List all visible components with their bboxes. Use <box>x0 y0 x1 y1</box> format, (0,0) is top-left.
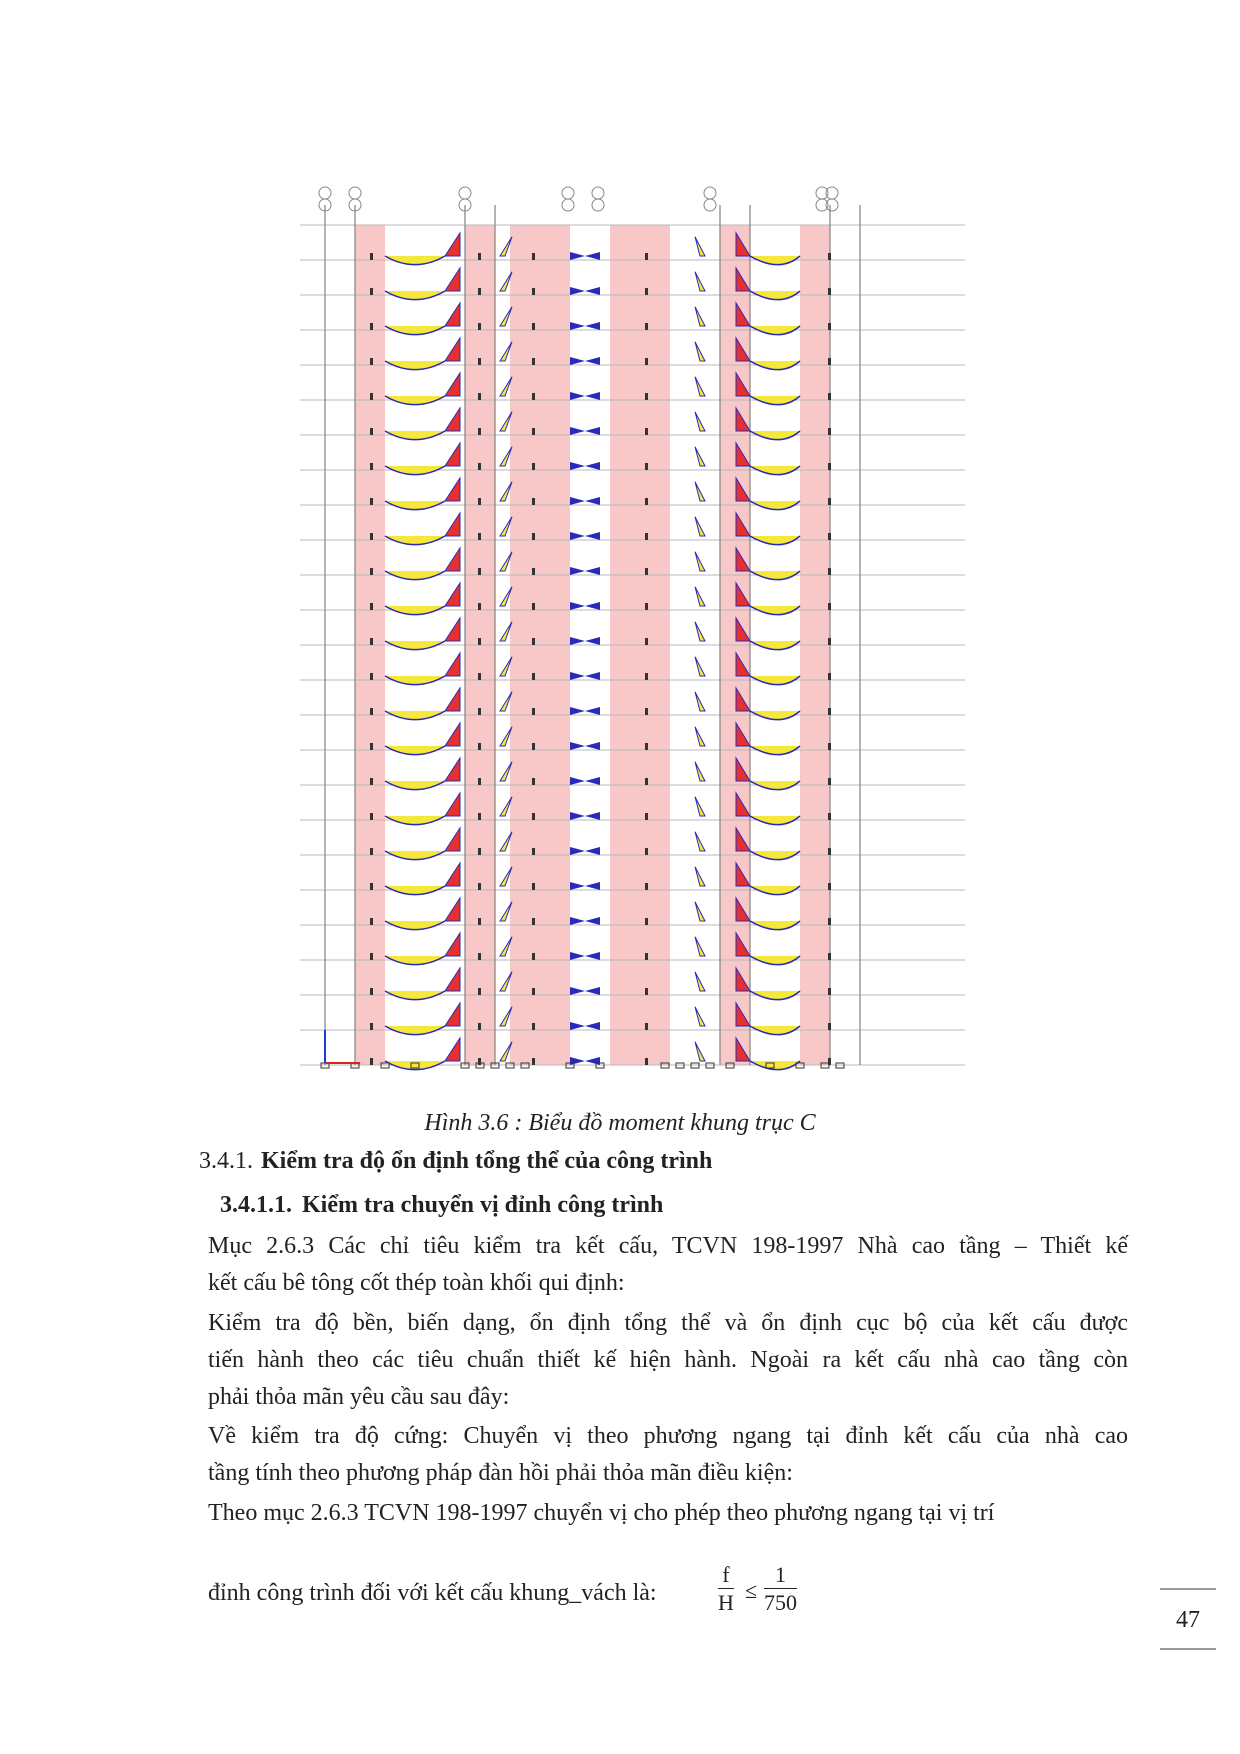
paragraph-line: tầng tính theo phương pháp đàn hồi phải thỏa mãn điều kiện: <box>208 1460 793 1486</box>
moment-positive <box>750 256 800 265</box>
moment-negative <box>445 1038 460 1061</box>
page-number-rule-top <box>1160 1588 1216 1590</box>
joint-tick <box>532 1058 535 1065</box>
fraction-f-over-h <box>718 1562 734 1617</box>
joint-tick <box>478 743 481 750</box>
page-number-text: 47 <box>1176 1607 1200 1633</box>
moment-positive <box>385 746 445 755</box>
moment-positive <box>385 291 445 300</box>
grid-axis-bubble <box>592 187 604 199</box>
fraction-one-over-750 <box>764 1562 797 1617</box>
paragraph-line: Mục 2.6.3 Các chỉ tiêu kiểm tra kết cấu, TCVN 198-1997 Nhà cao tầng – Thiết kế <box>208 1233 1128 1259</box>
moment-positive <box>385 256 445 265</box>
joint-tick <box>532 743 535 750</box>
moment-negative <box>445 793 460 816</box>
paragraph-line: kết cấu bê tông cốt thép toàn khối qui định: <box>208 1270 625 1296</box>
moment-positive <box>385 816 445 825</box>
joint-tick <box>828 603 831 610</box>
joint-tick <box>828 673 831 680</box>
joint-tick <box>478 498 481 505</box>
joint-tick <box>370 288 373 295</box>
joint-tick <box>370 988 373 995</box>
moment-link-beam <box>570 392 600 400</box>
moment-positive <box>750 886 800 895</box>
joint-tick <box>370 393 373 400</box>
moment-link-beam <box>570 637 600 645</box>
moment-positive <box>750 676 800 685</box>
moment-positive <box>750 466 800 475</box>
moment-negative <box>445 688 460 711</box>
figure-caption: Hình 3.6 : Biểu đồ moment khung trục C <box>424 1110 816 1136</box>
moment-positive <box>750 711 800 720</box>
moment-positive <box>750 431 800 440</box>
moment-negative <box>445 338 460 361</box>
joint-tick <box>828 988 831 995</box>
moment-small <box>695 517 705 536</box>
moment-positive <box>385 921 445 930</box>
fraction-numerator: 1 <box>764 1562 797 1589</box>
grid-axis-bubble <box>562 199 574 211</box>
joint-tick <box>828 953 831 960</box>
joint-tick <box>532 358 535 365</box>
moment-link-beam <box>570 952 600 960</box>
moment-positive <box>385 781 445 790</box>
moment-positive <box>385 396 445 405</box>
fraction-denominator: H <box>718 1590 734 1615</box>
moment-small <box>695 272 705 291</box>
moment-positive <box>385 1026 445 1035</box>
paragraph-line: tiến hành theo các tiêu chuẩn thiết kế hiện hành. Ngoài ra kết cấu nhà cao tầng còn <box>208 1347 1128 1373</box>
page-number-rule-bottom <box>1160 1648 1216 1650</box>
joint-tick <box>828 708 831 715</box>
section-heading-3-4-1-1 <box>220 1192 663 1219</box>
moment-link-beam <box>570 602 600 610</box>
joint-tick <box>370 778 373 785</box>
joint-tick <box>478 848 481 855</box>
moment-link-beam <box>570 252 600 260</box>
moment-positive <box>385 361 445 370</box>
moment-positive <box>750 921 800 930</box>
joint-tick <box>532 498 535 505</box>
joint-tick <box>478 813 481 820</box>
joint-tick <box>532 1023 535 1030</box>
joint-tick <box>532 918 535 925</box>
moment-positive <box>385 956 445 965</box>
moment-negative <box>445 1003 460 1026</box>
joint-tick <box>645 603 648 610</box>
joint-tick <box>645 988 648 995</box>
grid-axis-bubble <box>319 187 331 199</box>
moment-small <box>695 377 705 396</box>
paragraph-2 <box>208 1305 1128 1416</box>
joint-tick <box>645 638 648 645</box>
joint-tick <box>370 498 373 505</box>
moment-negative <box>445 268 460 291</box>
moment-link-beam <box>570 287 600 295</box>
moment-positive <box>750 641 800 650</box>
joint-tick <box>478 533 481 540</box>
joint-tick <box>478 463 481 470</box>
moment-negative <box>445 968 460 991</box>
moment-negative <box>445 443 460 466</box>
moment-link-beam <box>570 882 600 890</box>
moment-positive <box>385 466 445 475</box>
joint-tick <box>828 533 831 540</box>
moment-link-beam <box>570 707 600 715</box>
joint-tick <box>828 568 831 575</box>
moment-positive <box>385 641 445 650</box>
joint-tick <box>532 323 535 330</box>
moment-small <box>695 692 705 711</box>
joint-tick <box>645 323 648 330</box>
moment-link-beam <box>570 742 600 750</box>
moment-small <box>695 727 705 746</box>
grid-axis-bubble <box>704 199 716 211</box>
joint-tick <box>645 498 648 505</box>
joint-tick <box>828 883 831 890</box>
joint-tick <box>532 708 535 715</box>
joint-tick <box>478 253 481 260</box>
joint-tick <box>532 988 535 995</box>
joint-tick <box>478 288 481 295</box>
moment-small <box>695 622 705 641</box>
joint-tick <box>370 533 373 540</box>
joint-tick <box>478 1023 481 1030</box>
joint-tick <box>370 918 373 925</box>
joint-tick <box>370 603 373 610</box>
subsection-title: Kiểm tra chuyển vị đỉnh công trình <box>302 1192 664 1218</box>
joint-tick <box>478 953 481 960</box>
moment-small <box>695 307 705 326</box>
moment-small <box>695 1007 705 1026</box>
joint-tick <box>370 463 373 470</box>
joint-tick <box>532 638 535 645</box>
joint-tick <box>478 568 481 575</box>
joint-tick <box>828 813 831 820</box>
fraction-denominator: 750 <box>764 1590 797 1615</box>
moment-positive <box>750 501 800 510</box>
joint-tick <box>532 778 535 785</box>
joint-tick <box>828 743 831 750</box>
moment-negative <box>445 373 460 396</box>
joint-tick <box>478 1058 481 1065</box>
moment-small <box>695 797 705 816</box>
moment-small <box>695 1042 705 1061</box>
page-number <box>1160 1596 1216 1644</box>
joint-tick <box>370 813 373 820</box>
joint-tick <box>828 1023 831 1030</box>
joint-tick <box>645 918 648 925</box>
joint-tick <box>828 498 831 505</box>
section-number: 3.4.1. <box>199 1148 253 1174</box>
joint-tick <box>645 743 648 750</box>
moment-link-beam <box>570 427 600 435</box>
joint-tick <box>828 393 831 400</box>
moment-positive <box>385 326 445 335</box>
moment-positive <box>750 571 800 580</box>
moment-positive <box>750 746 800 755</box>
joint-tick <box>645 813 648 820</box>
joint-tick <box>478 708 481 715</box>
moment-small <box>695 762 705 781</box>
joint-tick <box>532 533 535 540</box>
moment-positive <box>750 396 800 405</box>
joint-tick <box>370 1058 373 1065</box>
joint-tick <box>478 428 481 435</box>
moment-positive <box>750 361 800 370</box>
joint-tick <box>828 428 831 435</box>
moment-diagram-frame-c <box>300 185 980 1090</box>
joint-tick <box>828 253 831 260</box>
moment-negative <box>445 583 460 606</box>
joint-tick <box>828 918 831 925</box>
joint-tick <box>645 393 648 400</box>
moment-positive <box>385 501 445 510</box>
moment-link-beam <box>570 462 600 470</box>
joint-tick <box>532 883 535 890</box>
formula-lead-text: đỉnh công trình đối với kết cấu khung_vách là: <box>208 1580 657 1606</box>
moment-positive <box>750 1026 800 1035</box>
moment-link-beam <box>570 812 600 820</box>
moment-small <box>695 657 705 676</box>
joint-tick <box>645 848 648 855</box>
joint-tick <box>828 358 831 365</box>
moment-link-beam <box>570 322 600 330</box>
moment-positive <box>385 536 445 545</box>
joint-tick <box>828 463 831 470</box>
section-heading-3-4-1 <box>199 1148 712 1175</box>
moment-negative <box>445 408 460 431</box>
moment-link-beam <box>570 987 600 995</box>
joint-tick <box>478 603 481 610</box>
moment-positive <box>750 781 800 790</box>
moment-positive <box>750 851 800 860</box>
moment-positive <box>385 991 445 1000</box>
moment-positive <box>750 956 800 965</box>
moment-negative <box>445 303 460 326</box>
moment-positive <box>750 991 800 1000</box>
joint-tick <box>370 568 373 575</box>
joint-tick <box>532 568 535 575</box>
paragraph-3 <box>208 1418 1128 1492</box>
moment-link-beam <box>570 672 600 680</box>
fraction-numerator: f <box>718 1562 734 1589</box>
moment-positive <box>385 711 445 720</box>
moment-link-beam <box>570 567 600 575</box>
moment-small <box>695 587 705 606</box>
grid-axis-bubble <box>704 187 716 199</box>
joint-tick <box>645 778 648 785</box>
joint-tick <box>478 393 481 400</box>
moment-small <box>695 447 705 466</box>
joint-tick <box>532 813 535 820</box>
joint-tick <box>645 708 648 715</box>
joint-tick <box>828 288 831 295</box>
moment-positive <box>385 431 445 440</box>
joint-tick <box>532 288 535 295</box>
joint-tick <box>532 253 535 260</box>
grid-axis-bubble <box>592 199 604 211</box>
moment-positive <box>385 676 445 685</box>
joint-tick <box>645 1023 648 1030</box>
moment-small <box>695 412 705 431</box>
grid-axis-bubble <box>349 187 361 199</box>
joint-tick <box>370 1023 373 1030</box>
joint-tick <box>478 638 481 645</box>
moment-positive <box>385 851 445 860</box>
joint-tick <box>645 673 648 680</box>
joint-tick <box>645 288 648 295</box>
joint-tick <box>645 253 648 260</box>
moment-positive <box>750 1061 800 1070</box>
joint-tick <box>532 428 535 435</box>
subsection-number: 3.4.1.1. <box>220 1192 292 1218</box>
paragraph-line: Theo mục 2.6.3 TCVN 198-1997 chuyển vị cho phép theo phương ngang tại vị trí <box>208 1500 995 1526</box>
moment-small <box>695 552 705 571</box>
moment-negative <box>445 513 460 536</box>
joint-tick <box>532 673 535 680</box>
joint-tick <box>645 953 648 960</box>
moment-positive <box>750 536 800 545</box>
grid-axis-bubble <box>562 187 574 199</box>
moment-negative <box>445 758 460 781</box>
moment-positive <box>750 291 800 300</box>
joint-tick <box>370 358 373 365</box>
joint-tick <box>370 323 373 330</box>
joint-tick <box>370 708 373 715</box>
moment-link-beam <box>570 497 600 505</box>
joint-tick <box>478 883 481 890</box>
joint-tick <box>532 848 535 855</box>
moment-positive <box>750 606 800 615</box>
moment-link-beam <box>570 1022 600 1030</box>
moment-negative <box>445 548 460 571</box>
joint-tick <box>478 673 481 680</box>
moment-small <box>695 867 705 886</box>
moment-negative <box>445 653 460 676</box>
joint-tick <box>828 323 831 330</box>
moment-link-beam <box>570 777 600 785</box>
joint-tick <box>828 848 831 855</box>
section-title: Kiểm tra độ ổn định tổng thể của công trình <box>261 1148 713 1174</box>
joint-tick <box>532 603 535 610</box>
joint-tick <box>478 918 481 925</box>
joint-tick <box>478 778 481 785</box>
joint-tick <box>645 358 648 365</box>
moment-positive <box>385 606 445 615</box>
joint-tick <box>645 568 648 575</box>
moment-link-beam <box>570 357 600 365</box>
moment-link-beam <box>570 532 600 540</box>
moment-small <box>695 972 705 991</box>
grid-axis-bubble <box>459 187 471 199</box>
joint-tick <box>370 883 373 890</box>
joint-tick <box>478 323 481 330</box>
joint-tick <box>370 638 373 645</box>
moment-negative <box>445 898 460 921</box>
moment-positive <box>750 326 800 335</box>
moment-negative <box>445 828 460 851</box>
joint-tick <box>370 428 373 435</box>
moment-negative <box>445 933 460 956</box>
paragraph-1 <box>208 1228 1128 1302</box>
moment-negative <box>445 233 460 256</box>
moment-positive <box>385 571 445 580</box>
moment-small <box>695 902 705 921</box>
moment-small <box>695 832 705 851</box>
joint-tick <box>828 778 831 785</box>
moment-positive <box>750 816 800 825</box>
joint-tick <box>370 953 373 960</box>
joint-tick <box>532 953 535 960</box>
moment-small <box>695 937 705 956</box>
joint-tick <box>478 358 481 365</box>
moment-small <box>695 342 705 361</box>
joint-tick <box>645 533 648 540</box>
moment-negative <box>445 478 460 501</box>
less-equal-sign: ≤ <box>745 1578 758 1603</box>
joint-tick <box>828 638 831 645</box>
joint-tick <box>478 988 481 995</box>
joint-tick <box>370 253 373 260</box>
joint-tick <box>370 743 373 750</box>
paragraph-line: Về kiểm tra độ cứng: Chuyển vị theo phương ngang tại đỉnh kết cấu của nhà cao <box>208 1423 1128 1449</box>
moment-small <box>695 482 705 501</box>
joint-tick <box>645 463 648 470</box>
moment-small <box>695 237 705 256</box>
moment-negative <box>445 723 460 746</box>
joint-tick <box>645 883 648 890</box>
joint-tick <box>532 463 535 470</box>
moment-negative <box>445 618 460 641</box>
joint-tick <box>370 673 373 680</box>
joint-tick <box>645 428 648 435</box>
moment-positive <box>385 886 445 895</box>
moment-negative <box>445 863 460 886</box>
joint-tick <box>370 848 373 855</box>
moment-link-beam <box>570 917 600 925</box>
paragraph-4 <box>208 1495 1128 1532</box>
joint-tick <box>645 1058 648 1065</box>
joint-tick <box>532 393 535 400</box>
moment-link-beam <box>570 847 600 855</box>
paragraph-line: Kiểm tra độ bền, biến dạng, ổn định tổng thể và ổn định cục bộ của kết cấu được <box>208 1310 1128 1336</box>
paragraph-line: phải thỏa mãn yêu cầu sau đây: <box>208 1384 510 1410</box>
